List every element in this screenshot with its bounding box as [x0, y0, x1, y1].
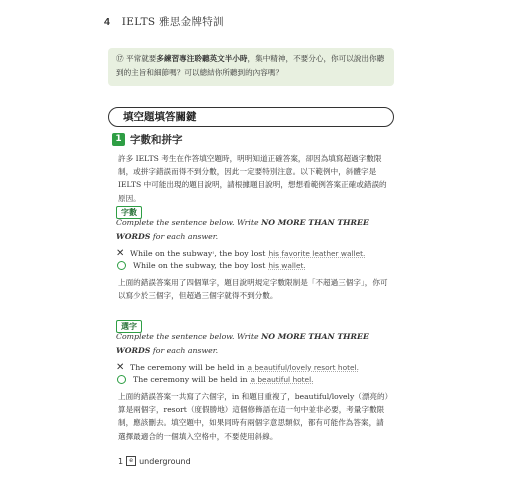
block2-right-answer: a beautiful hotel.	[250, 375, 314, 384]
block2-instruction-pre: Complete the sentence below. Write	[116, 332, 262, 341]
block2-instruction-bold: NO MORE THAN THREE WORDS	[116, 332, 369, 355]
brand-logo-icon: e	[126, 456, 136, 466]
block2-right-text: The ceremony will be held in	[133, 375, 248, 384]
block1-instruction	[116, 216, 396, 244]
block1-right-line	[116, 261, 306, 270]
page-number: 4	[104, 16, 111, 28]
subsection-number-badge: 1	[112, 133, 125, 146]
footnote-number: 1	[118, 456, 124, 466]
tip-text-before: 平常就要	[123, 54, 157, 63]
wrong-mark-icon: ✕	[116, 362, 125, 373]
correct-circle-icon	[117, 261, 126, 270]
wrong-mark-icon: ✕	[116, 248, 125, 259]
block1-instruction-pre: Complete the sentence below. Write	[116, 218, 262, 227]
block2-wrong-answer: a beautiful/lovely resort hotel.	[247, 363, 359, 372]
word-count-tag: 字數	[116, 206, 142, 219]
section-title: 填空題填答關鍵	[108, 107, 394, 127]
subsection-title: 字數和拼字	[130, 134, 183, 146]
block1-right-text: While on the subway, the boy lost	[133, 261, 266, 270]
block2-right-line	[116, 375, 314, 384]
block2-wrong-text: The ceremony will be held in	[130, 363, 245, 372]
footer	[118, 456, 191, 466]
book-title: IELTS 雅思金牌特訓	[121, 16, 224, 28]
block1-wrong-answer: his favorite leather wallet.	[268, 249, 366, 258]
block1-wrong-text: While on the subway	[130, 249, 213, 258]
block1-wrong-line	[116, 248, 365, 259]
tip-bold-text: 多練習專注聆聽英文半小時	[156, 54, 248, 63]
block1-footnote-mark: ¹	[212, 250, 215, 257]
block1-wrong-text2: , the boy lost	[214, 249, 266, 258]
page-header	[104, 14, 224, 29]
correct-circle-icon	[117, 375, 126, 384]
block2-explanation: 上面的錯誤答案一共寫了六個字，in 和題目重複了，beautiful/lovely（漂亮的）算是兩個字，resort（度假勝地）這個修飾語在這一句中並非必要，考量字數限制，應該刪去。填空題中，如果同時有兩個字意思類似，都有可能作為答案，請選擇最適合的一個填入空格中，不要使用斜線。	[118, 392, 389, 441]
word-choice-tag: 選字	[116, 320, 142, 333]
block1-explanation: 上面的錯誤答案用了四個單字，題目說明規定字數限制是「不超過三個字」，你可以寫少於三個字，但超過三個字就得不到分數。	[118, 278, 388, 301]
block2-wrong-line	[116, 362, 359, 373]
block2-instruction-post: for each answer.	[150, 346, 219, 355]
tip-text-after: ，集中精神，不要分心，你可以說出你聽到的主旨和細節嗎？可以總結你所聽到的內容嗎？	[116, 54, 385, 77]
block1-instruction-post: for each answer.	[150, 232, 219, 241]
tip-box	[108, 48, 394, 86]
subsection-heading	[112, 132, 183, 147]
brand-name: underground	[139, 456, 191, 466]
intro-paragraph: 許多 IELTS 考生在作答填空題時，明明知道正確答案，卻因為填寫超過字數限制，或拼字錯誤而得不到分數，因此一定要特別注意。以下範例中，斜體字是 IELTS 中可能出現的題目說明，請根據題目說明，想想看範例答案正確或錯誤的原因。	[118, 154, 387, 203]
tip-index: ⑰	[116, 54, 124, 63]
block2-instruction	[116, 330, 396, 358]
block1-right-answer: his wallet.	[268, 261, 306, 270]
block1-instruction-bold: NO MORE THAN THREE WORDS	[116, 218, 369, 241]
